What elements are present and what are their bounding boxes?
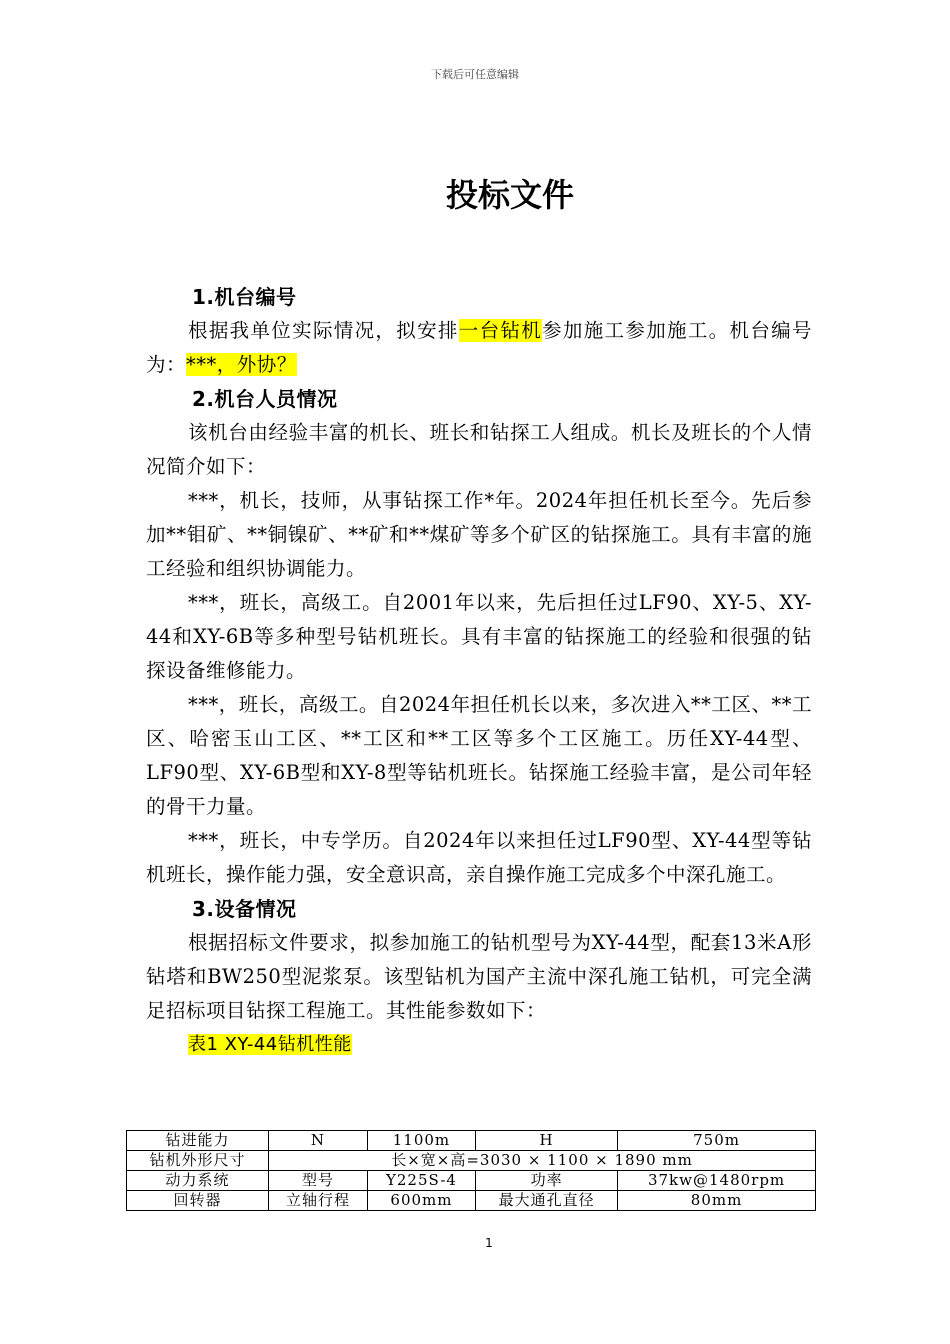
highlighted-text: ***，外协？ [186, 353, 297, 376]
text-run: 根据我单位实际情况，拟安排 [188, 319, 459, 342]
table-cell: 最大通孔直径 [476, 1191, 618, 1211]
section-heading-2: 2.机台人员情况 [192, 387, 338, 411]
table-cell: 750m [618, 1131, 816, 1151]
section-heading-1: 1.机台编号 [192, 285, 297, 309]
table-row [127, 1171, 816, 1191]
highlighted-text: 表1 XY-44钻机性能 [188, 1034, 352, 1055]
table-cell: N [269, 1131, 368, 1151]
text-run: 参加施工参加施工。机台编号为： [146, 319, 812, 376]
table-cell: 长×宽×高=3030 × 1100 × 1890 mm [269, 1151, 816, 1171]
table-cell: 80mm [618, 1191, 816, 1211]
table-row [127, 1191, 816, 1211]
table-caption [146, 1028, 812, 1062]
table-cell: 钻机外形尺寸 [127, 1151, 269, 1171]
highlighted-text: 一台钻机 [458, 319, 543, 342]
table-cell: 回转器 [127, 1191, 269, 1211]
section-heading-3: 3.设备情况 [192, 897, 297, 921]
spec-table [126, 1130, 816, 1211]
table-cell: 型号 [269, 1171, 368, 1191]
table-cell: 钻进能力 [127, 1131, 269, 1151]
paragraph: ***，机长，技师，从事钻探工作*年。2024年担任机长至今。先后参加**钼矿、**铜镍矿、**矿和**煤矿等多个矿区的钻探施工。具有丰富的施工经验和组织协调能力。 [146, 489, 812, 580]
paragraph: 该机台由经验丰富的机长、班长和钻探工人组成。机长及班长的个人情况简介如下： [146, 421, 812, 478]
document-title: 投标文件 [445, 176, 574, 214]
table-cell: 1100m [367, 1131, 475, 1151]
table-row [127, 1131, 816, 1151]
page-number: 1 [485, 1236, 493, 1250]
table-cell: H [476, 1131, 618, 1151]
paragraph [146, 314, 812, 382]
paragraph: 根据招标文件要求，拟参加施工的钻机型号为XY-44型，配套13米A形钻塔和BW250型泥浆泵。该型钻机为国产主流中深孔施工钻机，可完全满足招标项目钻探工程施工。其性能参数如下： [146, 931, 812, 1022]
table-row [127, 1151, 816, 1171]
paragraph: ***，班长，高级工。自2001年以来，先后担任过LF90、XY-5、XY-44和XY-6B等多种型号钻机班长。具有丰富的钻探施工的经验和很强的钻探设备维修能力。 [146, 591, 812, 682]
paragraph: ***，班长，中专学历。自2024年以来担任过LF90型、XY-44型等钻机班长，操作能力强，安全意识高，亲自操作施工完成多个中深孔施工。 [146, 829, 812, 886]
document-body [146, 280, 812, 1062]
table-cell: 37kw@1480rpm [618, 1171, 816, 1191]
table-cell: Y225S-4 [367, 1171, 475, 1191]
table-cell: 功率 [476, 1171, 618, 1191]
table-cell: 立轴行程 [269, 1191, 368, 1211]
table-cell: 动力系统 [127, 1171, 269, 1191]
page-header: 下载后可任意编辑 [431, 68, 519, 81]
paragraph: ***，班长，高级工。自2024年担任机长以来，多次进入**工区、**工区、哈密玉山工区、**工区和**工区等多个工区施工。历任XY-44型、LF90型、XY-6B型和XY-8型等钻机班长。钻探施工经验丰富，是公司年轻的骨干力量。 [146, 693, 812, 818]
table-cell: 600mm [367, 1191, 475, 1211]
